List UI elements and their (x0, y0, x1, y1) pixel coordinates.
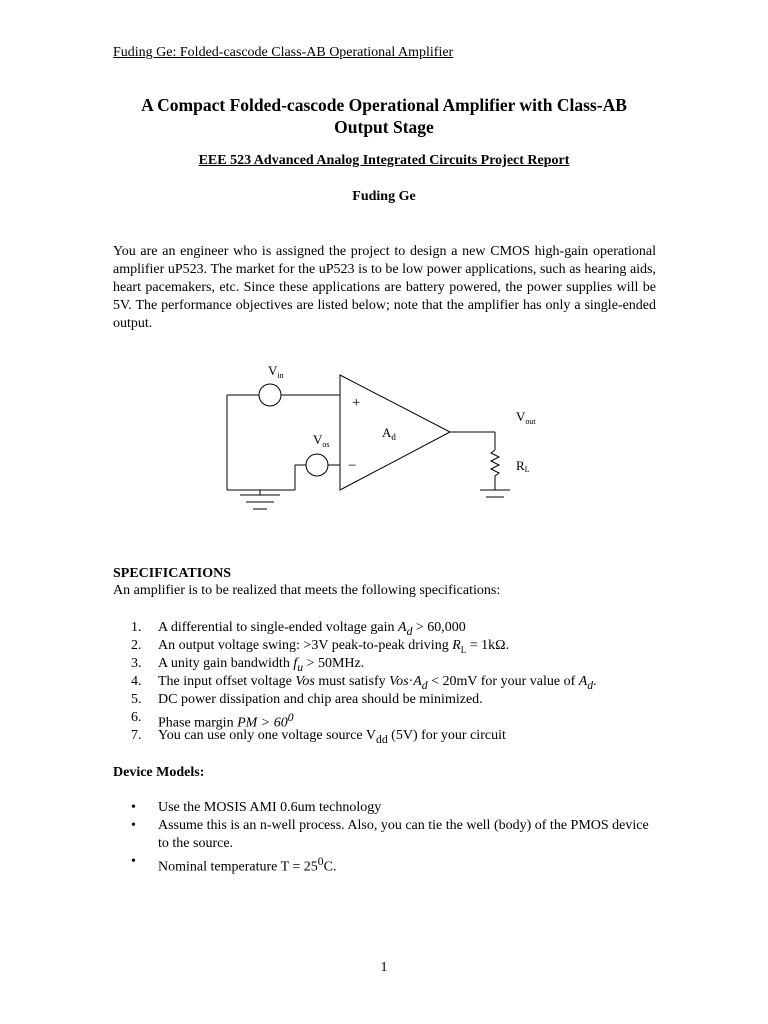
spec-item: 5. DC power dissipation and chip area should be minimized. (131, 692, 483, 707)
spec-item: 4. The input offset voltage Vos must satisfy $Vos\cdot A_d < 20mV$ for your value of $A_d$. (131, 674, 597, 692)
vin-source-icon (259, 384, 281, 406)
page-number: 1 (380, 960, 388, 975)
intro-paragraph: You are an engineer who is assigned the project to design a new CMOS high-gain operational amplifier uP523. The market for the uP523 is to be low power applications, such as hearing aids, heart pacemakers, etc. Since these applications are battery powered, the power supplies will be 5V. The performance objectives are listed below; note that the amplifier has only a single-ended output. (113, 244, 656, 331)
device-models-heading: Device Models: (113, 765, 205, 780)
vout-label: $V_{out}$ (516, 409, 536, 426)
device-item: • Assume this is an n-well process. Also, you can tie the well (body) of the PMOS device to the source. (131, 818, 649, 851)
vin-label: $V_{in}$ (268, 363, 284, 380)
bullet-icon: • (131, 800, 136, 815)
device-models-list (113, 799, 658, 877)
author-name: Fuding Ge (352, 189, 416, 204)
running-header: Fuding Ge: Folded-cascode Class-AB Operational Amplifier (113, 45, 454, 60)
spec-item: 3. A unity gain bandwidth $f_u > 50MHz$. (131, 656, 365, 674)
rl-label: RL (516, 458, 530, 474)
resistor-icon (491, 450, 499, 476)
spec-item: 7. You can use only one voltage source $V_{dd}$ (5V) for your circuit (131, 728, 506, 746)
gain-label: $A_d$ (382, 425, 396, 442)
ground-icon-right (480, 490, 510, 497)
paper-title (100, 94, 668, 138)
plus-terminal-label: + (352, 395, 361, 411)
title-line-2: Output Stage (334, 117, 434, 137)
specifications-heading: SPECIFICATIONS (113, 566, 231, 581)
vos-label: $V_{os}$ (313, 432, 330, 449)
spec-item: 2. An output voltage swing: >3V peak-to-peak driving $R_L = 1k\Omega$. (131, 638, 510, 655)
specifications-intro: An amplifier is to be realized that meets the following specifications: (113, 583, 501, 598)
minus-terminal-label: − (348, 458, 357, 474)
ground-icon-left (240, 490, 280, 509)
specifications-list (113, 619, 673, 745)
spec-item: 1. A differential to single-ended voltage gain $A_d > 60,000$ (131, 620, 466, 638)
device-item: • Use the MOSIS AMI 0.6um technology (131, 800, 382, 815)
bullet-icon: • (131, 818, 136, 833)
device-item: • Nominal temperature $T = 25^0C$. (131, 854, 337, 875)
title-line-1: A Compact Folded-cascode Operational Amplifier with Class-AB (141, 95, 627, 115)
spec-item: 6. Phase margin PM > $60^0$ (131, 710, 294, 731)
vos-source-icon (306, 454, 328, 476)
bullet-icon: • (131, 854, 136, 869)
opamp-schematic (200, 355, 560, 525)
course-subtitle: EEE 523 Advanced Analog Integrated Circuits Project Report (198, 153, 570, 168)
